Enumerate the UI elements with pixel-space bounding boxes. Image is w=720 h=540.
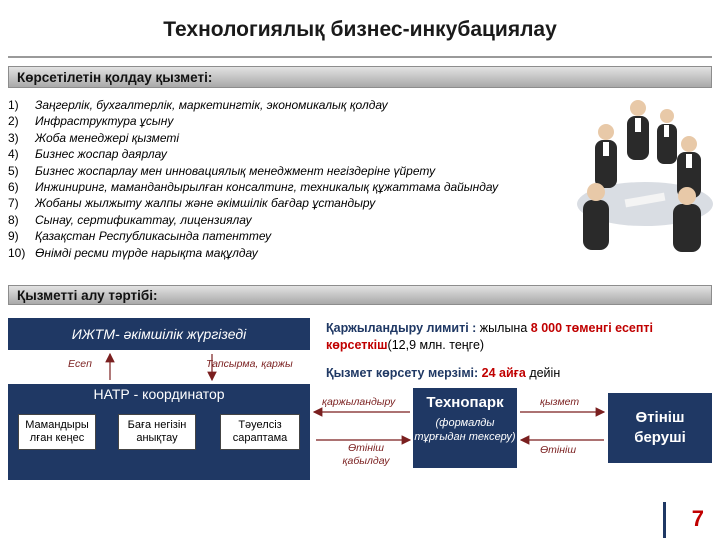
list-item: 1) Заңгерлік, бухгалтерлік, маркетингтік, экономикалық қолдау bbox=[8, 98, 388, 112]
task-finance-label: Тапсырма, қаржы bbox=[206, 358, 293, 370]
list-item: 9) Қазақстан Республикасында патенттеу bbox=[8, 229, 272, 244]
page-title: Технологиялық бизнес-инкубациялау bbox=[163, 18, 557, 41]
independent-expertise-box: Тәуелсіз сараптама bbox=[220, 414, 300, 450]
list-item: 4) Бизнес жоспар даярлау bbox=[8, 147, 167, 162]
title-divider bbox=[8, 56, 712, 58]
technopark-subtitle: (формалды тұрғыдан тексеру) bbox=[414, 417, 516, 443]
application-label: Өтініш bbox=[540, 444, 577, 456]
list-item: 3) Жоба менеджері қызметі bbox=[8, 130, 180, 145]
list-item: 5) Бизнес жоспарлау мен инновациялық менеджмент негіздеріне үйрету bbox=[8, 163, 436, 178]
services-list bbox=[8, 97, 578, 261]
list-item: 2) Инфраструктура ұсыну bbox=[8, 114, 174, 129]
page-number: 7 bbox=[691, 506, 704, 531]
report-label: Есеп bbox=[68, 358, 92, 370]
izhtm-box: ИЖТМ- әкімшілік жүргізеді bbox=[8, 318, 310, 350]
list-item: 10) Өнімді ресми түрде нарықта мақұлдау bbox=[8, 245, 258, 260]
applicant-box: Өтініш беруші bbox=[608, 393, 712, 463]
business-team-photo bbox=[565, 92, 715, 262]
price-basis-box: Баға негізін анықтау bbox=[118, 414, 196, 450]
service-label: қызмет bbox=[540, 396, 580, 408]
technopark-title: Технопарк bbox=[426, 394, 504, 411]
list-item: 7) Жобаны жылжыту жалпы және әкімшілік бағдар ұстандыру bbox=[8, 196, 376, 211]
service-term: Қызмет көрсету мерзімі: 24 айға дейін bbox=[326, 366, 561, 380]
list-item: 8) Сынау, сертификаттау, лицензиялау bbox=[8, 212, 252, 227]
list-item: 6) Инжиниринг, мамандандырылған консалтинг, техникалық құжаттама дайындау bbox=[8, 180, 499, 195]
procedure-heading: Қызметті алу тәртібі: bbox=[8, 285, 712, 305]
accept-application-label: Өтініш қабылдау bbox=[342, 442, 390, 467]
support-services-heading: Көрсетілетін қолдау қызметі: bbox=[8, 66, 712, 88]
natr-title: НАТР - координатор bbox=[93, 386, 225, 402]
page-number-divider bbox=[663, 502, 666, 538]
financing-label: қаржыландыру bbox=[322, 396, 396, 408]
specialized-advice-box: Мамандыры лған кеңес bbox=[18, 414, 96, 450]
financing-limit: Қаржыландыру лимиті : жылына 8 000 төменгі есепті көрсеткіш(12,9 млн. теңге) bbox=[326, 321, 654, 352]
